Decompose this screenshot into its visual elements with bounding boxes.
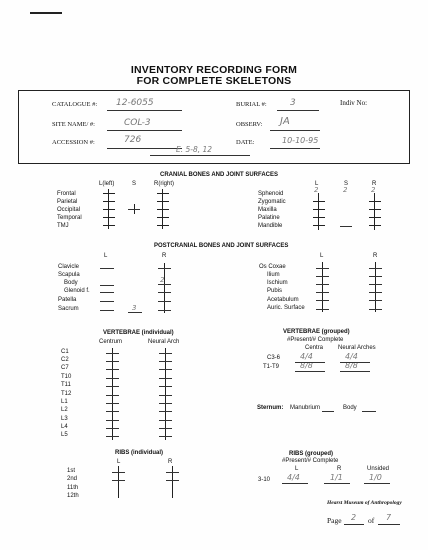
vertebra-tally [159,403,172,404]
accession-value: 726 [124,135,142,145]
rib-1st: 1st [67,468,76,474]
observ-value: JA [280,116,290,127]
c3-6-centra-line [295,362,325,363]
sternum-body-line [362,411,376,412]
postcranial-item-os-coxae: Os Coxae [259,264,286,270]
cranial-item-zygomatic: Zygomatic [258,199,286,205]
vertebra-l1: L1 [61,399,68,405]
ribs-grouped-l-header: L [295,466,299,472]
t1-t9-arches-value: 8/8 [345,361,358,370]
accession-label: ACCESSION #: [52,139,95,146]
pubis-l-line [316,292,329,293]
cranial-right-l-tick [313,198,325,205]
postcranial-right-header-l: L [320,253,324,259]
cranial-l-tick [103,206,115,213]
sacrum-mid-line [128,312,142,313]
cranial-l-tick [103,222,115,229]
os-coxae-l-line [316,268,329,269]
cranial-right-header-r: R [372,181,377,187]
header-mark [30,12,62,14]
ribs-grouped-row-label: 3-10 [258,477,271,483]
acetabulum-r-line [369,300,382,301]
observ-underline [270,130,320,131]
postcranial-item-sacrum: Sacrum [58,306,79,312]
cranial-left-header-l: L(left) [99,181,115,187]
vertebra-tally [106,369,119,370]
vertebra-tally [106,361,119,362]
ribs-grouped-r-header: R [337,466,342,472]
vertebrae-neural-arch-header: Neural Arch [148,339,180,345]
ribs-l-column-line [118,466,119,498]
vertebrae-arches-header: Neural Arches [338,345,376,351]
museum-name: Hearst Museum of Anthropology [327,500,402,506]
rib-r-tally [166,472,179,473]
mandible-s-mark [340,226,352,227]
glenoid-r-line [158,292,171,293]
accession-extra-underline [150,155,250,156]
cranial-item-occipital: Occipital [57,207,81,213]
vertebra-tally [106,353,119,354]
sphenoid-l-mark: 2 [314,186,319,194]
date-value: 10-10-95 [282,136,319,145]
cranial-right-r-tick [369,222,381,229]
page-total: 7 [386,513,392,522]
sphenoid-s-mark: 2 [343,186,348,194]
vertebra-tally [159,369,172,370]
cranial-title: CRANIAL BONES AND JOINT SURFACES [160,172,279,178]
cranial-r-tick [157,190,169,197]
pubis-r-line [369,292,382,293]
cranial-left-header-s: S [132,181,137,187]
ribs-grouped-u-value: 1/0 [369,473,382,482]
site-value: COL-3 [124,118,151,128]
ribs-grouped-unsided-header: Unsided [367,466,390,472]
cranial-item-frontal: Frontal [57,191,76,197]
postcranial-right-header-r: R [373,253,378,259]
body-r-mark: 2 [160,276,165,284]
site-underline [107,130,182,131]
glenoid-l-line [100,292,114,293]
vertebra-l2: L2 [61,407,68,413]
vertebra-c2: C2 [61,357,69,363]
date-underline [270,148,320,149]
vertebrae-grouped-title: VERTEBRAE (grouped) [283,329,350,335]
ribs-grouped-u-line [364,483,390,484]
postcranial-item-ischium: Ischium [267,280,288,286]
vertebra-tally [106,420,119,421]
postcranial-title: POSTCRANIAL BONES AND JOINT SURFACES [154,243,289,249]
postcranial-item-clavicle: Clavicle [58,264,80,270]
sacrum-l-line [100,310,114,311]
cranial-item-sphenoid: Sphenoid [258,191,284,197]
vertebra-tally [159,420,172,421]
vertebrae-grouped-c3-6: C3-6 [267,355,281,361]
page-total-line [378,524,400,525]
burial-value: 3 [290,98,296,108]
observ-label: OBSERV: [236,121,263,128]
t1-t9-centra-line [295,371,325,372]
accession-extra-value: E. 5-8, 12 [176,145,213,154]
ilium-r-line [369,276,382,277]
ribs-grouped-l-value: 4/4 [287,473,300,482]
cranial-item-tmj: TMJ [57,223,69,229]
cranial-item-palatine: Palatine [258,215,280,221]
ribs-grouped-title: RIBS (grouped) [289,451,333,457]
cranial-r-tick [157,214,169,221]
page-number: 2 [351,513,357,522]
vertebra-t10: T10 [61,374,72,380]
body-l-line [100,285,114,286]
rib-l-tally [112,472,125,473]
postcranial-right-l-column-line [322,262,323,312]
auric-r-line [369,309,382,310]
cranial-l-tick [103,190,115,197]
vertebra-tally [159,353,172,354]
ribs-grouped-r-line [324,483,350,484]
os-coxae-r-line [369,268,382,269]
cranial-right-header-s: S [344,181,349,187]
vertebra-tally [106,411,119,412]
postcranial-right-r-column-line [375,262,376,312]
postcranial-item-auric: Auric. Surface [267,305,305,311]
rib-l-tally [112,480,125,481]
cranial-right-l-tick [313,214,325,221]
vertebra-tally [106,378,119,379]
cranial-item-temporal: Temporal [57,215,82,221]
vertebra-tally [106,395,119,396]
sternum-manubrium-label: Manubrium [290,405,321,411]
vertebra-tally [106,428,119,429]
cranial-right-r-tick [369,206,381,213]
auric-l-line [316,309,329,310]
vertebra-tally [106,386,119,387]
vertebra-tally [159,411,172,412]
scapula-r-line [158,284,171,285]
c3-6-arches-line [340,362,370,363]
patella-r-line [158,301,171,302]
vertebra-t12: T12 [61,391,72,397]
ischium-l-line [316,284,329,285]
date-label: DATE: [236,139,255,146]
postcranial-item-patella: Patella [58,297,77,303]
cranial-l-tick [103,214,115,221]
vertebrae-grouped-subtitle: #Present/# Complete [287,337,344,343]
cranial-item-maxilla: Maxilla [258,207,277,213]
ischium-r-line [369,284,382,285]
form-title-line2: FOR COMPLETE SKELETONS [136,75,292,87]
cranial-r-tick [157,198,169,205]
cranial-r-tick [157,206,169,213]
page-label: Page [327,516,342,525]
vertebra-tally [159,428,172,429]
c3-6-arches-value: 4/4 [345,352,358,361]
vertebrae-centra-header: Centra [305,345,324,351]
indiv-label: Indiv No: [340,99,368,107]
vertebra-l5: L5 [61,432,68,438]
vertebra-c1: C1 [61,349,69,355]
rib-r-tally [166,480,179,481]
ilium-l-line [316,276,329,277]
ribs-l-header: L [117,459,121,465]
site-label: SITE NAME/ #: [52,121,95,128]
sternum-label: Sternum: [257,405,284,411]
ribs-individual-title: RIBS (individual) [115,450,163,456]
vertebra-tally [106,436,119,437]
postcranial-left-header-r: R [162,253,167,259]
sternum-body-label: Body [343,405,357,411]
cranial-right-l-tick [313,206,325,213]
vertebra-tally [159,395,172,396]
ribs-grouped-r-value: 1/1 [330,473,343,482]
cranial-right-r-tick [369,198,381,205]
sacrum-r-line [158,310,171,311]
cranial-l-tick [103,198,115,205]
vertebra-tally [159,378,172,379]
clavicle-r-line [158,268,171,269]
t1-t9-centra-value: 8/8 [300,361,313,370]
vertebrae-individual-title: VERTEBRAE (individual) [103,330,174,336]
vertebra-tally [106,403,119,404]
accession-underline [107,148,182,149]
page-number-line [344,524,364,525]
postcranial-item-ilium: Ilium [267,272,280,278]
cranial-right-r-tick [369,214,381,221]
vertebra-tally [159,361,172,362]
rib-2nd: 2nd [67,476,78,482]
cranial-s-mark [128,209,140,210]
postcranial-item-scapula: Scapula [58,272,80,278]
ribs-grouped-l-line [282,483,308,484]
form-title-line1: INVENTORY RECORDING FORM [130,64,298,76]
clavicle-l-line [100,268,114,269]
postcranial-item-body: Body [64,280,78,286]
cranial-r-tick [157,222,169,229]
burial-label: BURIAL #: [236,101,267,108]
vertebra-l4: L4 [61,424,68,430]
postcranial-r-column-line [164,263,165,313]
manubrium-line [322,411,334,412]
postcranial-item-pubis: Pubis [267,288,283,294]
vertebrae-grouped-t1-t9: T1-T9 [263,364,280,370]
acetabulum-l-line [316,300,329,301]
cranial-right-header-l: L [315,181,319,187]
catalogue-underline [107,110,182,111]
cranial-item-parietal: Parietal [57,199,78,205]
cranial-left-header-r: R(right) [154,181,175,187]
vertebra-l3: L3 [61,416,68,422]
vertebrae-centrum-header: Centrum [99,339,123,345]
ribs-grouped-subtitle: #Present/# Complete [282,458,339,464]
vertebra-t11: T11 [61,382,71,388]
ribs-r-header: R [168,459,173,465]
postcranial-item-acetabulum: Acetabulum [267,297,299,303]
rib-12th: 12th [67,493,79,499]
vertebra-tally [159,386,172,387]
sacrum-mid-mark: 3 [132,304,137,312]
burial-underline [277,110,319,111]
vertebra-c7: C7 [61,365,69,371]
postcranial-left-header-l: L [104,253,108,259]
sphenoid-r-mark: 2 [371,186,376,194]
t1-t9-arches-line [340,371,370,372]
patella-l-line [100,301,114,302]
catalogue-label: CATALOGUE #: [52,101,98,108]
postcranial-item-glenoid: Glenoid f. [64,288,90,294]
ribs-r-column-line [172,466,173,498]
catalogue-value: 12-6055 [116,98,154,108]
of-label: of [368,516,375,525]
cranial-right-l-tick [313,222,325,229]
cranial-item-mandible: Mandible [258,223,283,229]
rib-11th: 11th [67,485,79,491]
c3-6-centra-value: 4/4 [300,352,313,361]
vertebra-tally [159,436,172,437]
